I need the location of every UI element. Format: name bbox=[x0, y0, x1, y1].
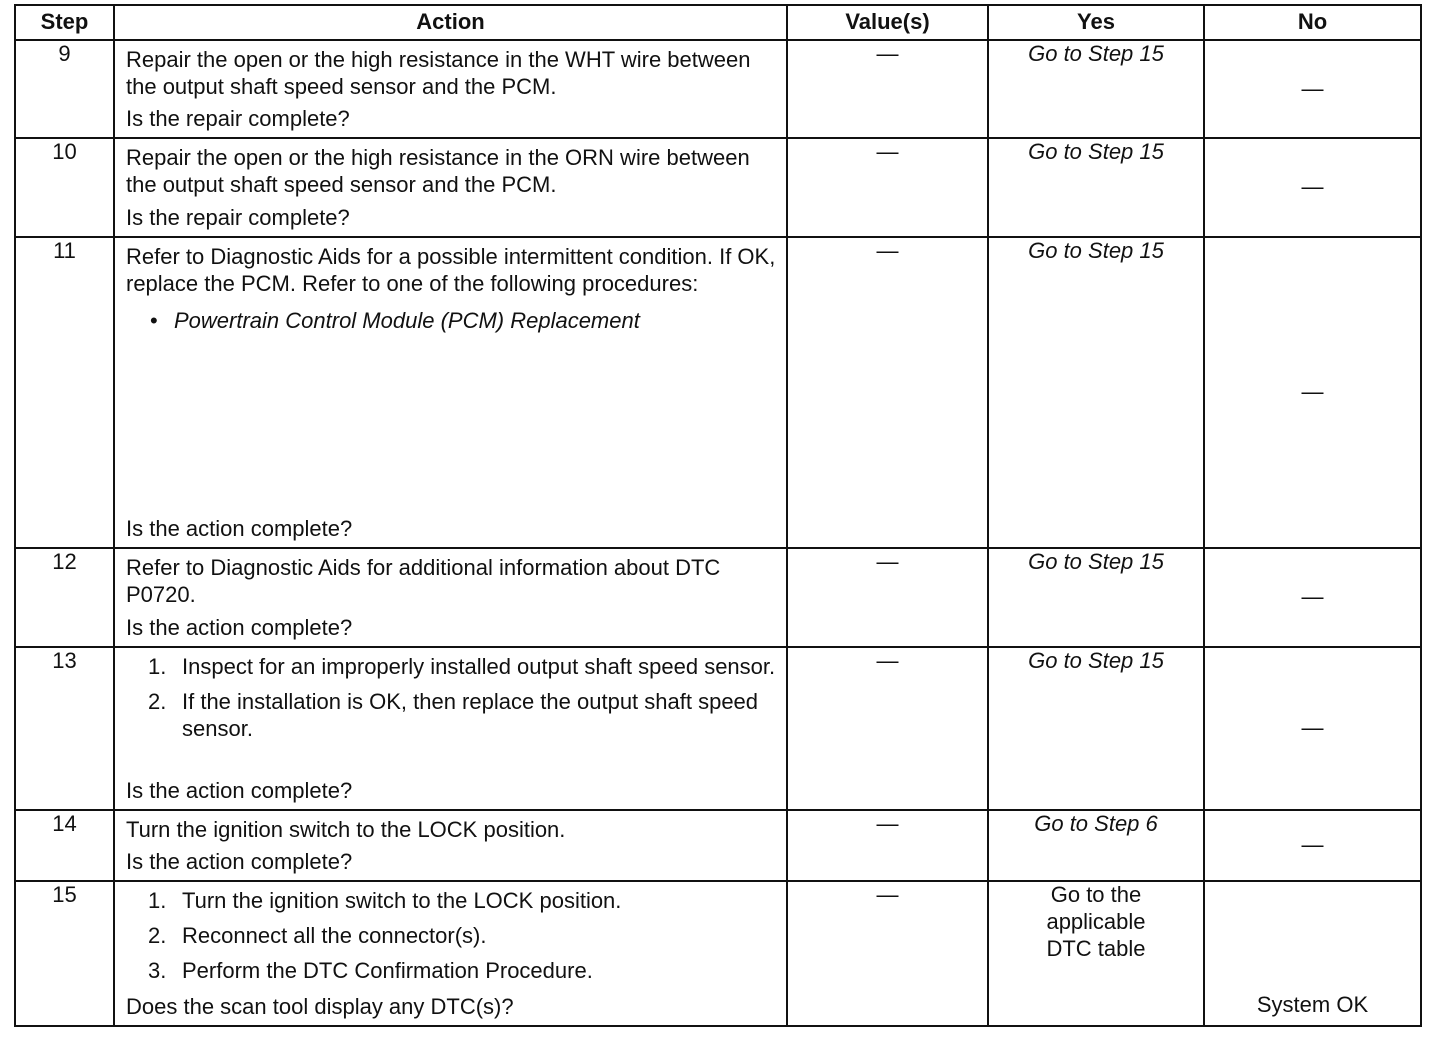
action-instructions bbox=[126, 555, 776, 609]
action-cell bbox=[114, 810, 787, 881]
step-number: 13 bbox=[15, 647, 114, 810]
go-to-step-link[interactable]: Go to Step 15 bbox=[1028, 549, 1164, 574]
step-text: If the installation is OK, then replace the output shaft speed sensor. bbox=[182, 688, 759, 741]
action-content bbox=[115, 882, 786, 1025]
no-text: — bbox=[1301, 832, 1324, 858]
go-to-step-link[interactable]: Go to Step 15 bbox=[1028, 139, 1164, 164]
step-number: 9 bbox=[15, 40, 114, 138]
table-row bbox=[15, 881, 1421, 1026]
step-index: 3. bbox=[148, 957, 167, 983]
numbered-step bbox=[148, 689, 776, 743]
step-number: 14 bbox=[15, 810, 114, 881]
no-cell bbox=[1204, 548, 1421, 647]
no-text: — bbox=[1301, 379, 1324, 405]
yes-content bbox=[989, 238, 1203, 269]
action-question: Does the scan tool display any DTC(s)? bbox=[126, 994, 514, 1020]
action-cell bbox=[114, 881, 787, 1026]
table-row bbox=[15, 548, 1421, 647]
go-to-step-link[interactable]: Go to Step 15 bbox=[1028, 648, 1164, 673]
header-step: Step bbox=[15, 5, 114, 40]
no-text: — bbox=[1301, 584, 1324, 610]
no-cell bbox=[1204, 881, 1421, 1026]
action-question: Is the action complete? bbox=[126, 778, 353, 804]
action-question: Is the action complete? bbox=[126, 615, 353, 641]
yes-text-line[interactable]: Go to the bbox=[1050, 882, 1142, 907]
go-to-step-link[interactable]: Go to Step 15 bbox=[1028, 238, 1164, 263]
numbered-step bbox=[148, 888, 776, 915]
yes-content bbox=[989, 41, 1203, 72]
yes-content bbox=[989, 648, 1203, 679]
step-text: Perform the DTC Confirmation Procedure. bbox=[182, 957, 593, 983]
step-text: Inspect for an improperly installed output shaft speed sensor. bbox=[182, 654, 776, 679]
table-row bbox=[15, 237, 1421, 548]
action-instructions bbox=[126, 145, 776, 199]
action-cell bbox=[114, 40, 787, 138]
value-dash: — bbox=[876, 238, 899, 263]
action-question: Is the action complete? bbox=[126, 516, 353, 542]
action-instructions bbox=[126, 888, 776, 992]
action-question: Is the action complete? bbox=[126, 849, 353, 875]
numbered-steps bbox=[126, 888, 776, 984]
action-instructions bbox=[126, 47, 776, 101]
yes-cell bbox=[988, 40, 1204, 138]
value-cell bbox=[787, 237, 988, 548]
diagnostic-table bbox=[14, 4, 1422, 1027]
step-text: Reconnect all the connector(s). bbox=[182, 922, 487, 948]
no-cell bbox=[1204, 810, 1421, 881]
action-instructions bbox=[126, 654, 776, 750]
action-content bbox=[115, 549, 786, 646]
table-row bbox=[15, 40, 1421, 138]
yes-cell bbox=[988, 647, 1204, 810]
yes-text-line[interactable]: DTC table bbox=[1046, 935, 1146, 961]
procedure-list bbox=[150, 308, 776, 335]
step-index: 1. bbox=[148, 654, 167, 679]
step-text: Turn the ignition switch to the LOCK position. bbox=[182, 888, 622, 913]
action-text: Refer to Diagnostic Aids for additional information about DTC P0720. bbox=[126, 555, 721, 607]
no-cell bbox=[1204, 647, 1421, 810]
no-text: — bbox=[1301, 174, 1324, 200]
table-row bbox=[15, 138, 1421, 237]
action-text: Turn the ignition switch to the LOCK position. bbox=[126, 817, 566, 842]
yes-content bbox=[989, 549, 1203, 580]
yes-cell bbox=[988, 237, 1204, 548]
yes-cell bbox=[988, 548, 1204, 647]
step-number: 15 bbox=[15, 881, 114, 1026]
header-no: No bbox=[1204, 5, 1421, 40]
action-content bbox=[115, 41, 786, 137]
action-cell bbox=[114, 647, 787, 810]
step-index: 1. bbox=[148, 888, 167, 913]
numbered-step bbox=[148, 654, 776, 681]
procedure-link[interactable]: • Powertrain Control Module (PCM) Replacement bbox=[150, 308, 776, 335]
value-cell bbox=[787, 40, 988, 138]
table-row bbox=[15, 810, 1421, 881]
step-index: 2. bbox=[148, 922, 167, 948]
step-number: 12 bbox=[15, 548, 114, 647]
action-content bbox=[115, 811, 786, 880]
header-yes: Yes bbox=[988, 5, 1204, 40]
action-text: Repair the open or the high resistance in the ORN wire between the output shaft speed sensor and the PCM. bbox=[126, 145, 750, 197]
step-number: 10 bbox=[15, 138, 114, 237]
no-cell bbox=[1204, 237, 1421, 548]
yes-content bbox=[989, 139, 1203, 170]
yes-cell bbox=[988, 810, 1204, 881]
header-row bbox=[15, 5, 1421, 40]
numbered-step bbox=[148, 923, 776, 950]
yes-cell bbox=[988, 881, 1204, 1026]
action-instructions bbox=[126, 244, 776, 334]
value-dash: — bbox=[876, 882, 899, 907]
value-dash: — bbox=[876, 549, 899, 574]
value-cell bbox=[787, 138, 988, 237]
table-row bbox=[15, 647, 1421, 810]
action-content bbox=[115, 238, 786, 547]
value-cell bbox=[787, 647, 988, 810]
action-text: Refer to Diagnostic Aids for a possible intermittent condition. If OK, replace the PCM. Refer to one of the following procedures: bbox=[126, 244, 776, 296]
no-text: — bbox=[1301, 715, 1324, 741]
numbered-step bbox=[148, 958, 776, 985]
value-dash: — bbox=[876, 41, 899, 66]
value-dash: — bbox=[876, 811, 899, 836]
value-cell bbox=[787, 881, 988, 1026]
value-dash: — bbox=[876, 139, 899, 164]
action-question: Is the repair complete? bbox=[126, 205, 350, 231]
numbered-steps bbox=[126, 654, 776, 742]
no-cell bbox=[1204, 138, 1421, 237]
yes-content bbox=[989, 882, 1203, 966]
table-body bbox=[15, 40, 1421, 1026]
no-cell bbox=[1204, 40, 1421, 138]
go-to-step-link[interactable]: Go to Step 6 bbox=[1034, 811, 1158, 836]
step-number: 11 bbox=[15, 237, 114, 548]
step-index: 2. bbox=[148, 688, 167, 714]
yes-content bbox=[989, 811, 1203, 842]
no-text: — bbox=[1301, 75, 1324, 101]
header-values: Value(s) bbox=[787, 5, 988, 40]
value-cell bbox=[787, 548, 988, 647]
go-to-step-link[interactable]: Go to Step 15 bbox=[1028, 41, 1164, 66]
action-instructions bbox=[126, 817, 776, 844]
yes-cell bbox=[988, 138, 1204, 237]
header-action: Action bbox=[114, 5, 787, 40]
action-cell bbox=[114, 548, 787, 647]
action-cell bbox=[114, 138, 787, 237]
action-cell bbox=[114, 237, 787, 548]
action-content bbox=[115, 139, 786, 236]
action-content bbox=[115, 648, 786, 809]
value-dash: — bbox=[876, 648, 899, 673]
value-cell bbox=[787, 810, 988, 881]
action-question: Is the repair complete? bbox=[126, 106, 350, 132]
no-text: System OK bbox=[1256, 992, 1369, 1018]
yes-text-line[interactable]: applicable bbox=[1046, 908, 1146, 934]
action-text: Repair the open or the high resistance in the WHT wire between the output shaft speed sensor and the PCM. bbox=[126, 47, 751, 99]
